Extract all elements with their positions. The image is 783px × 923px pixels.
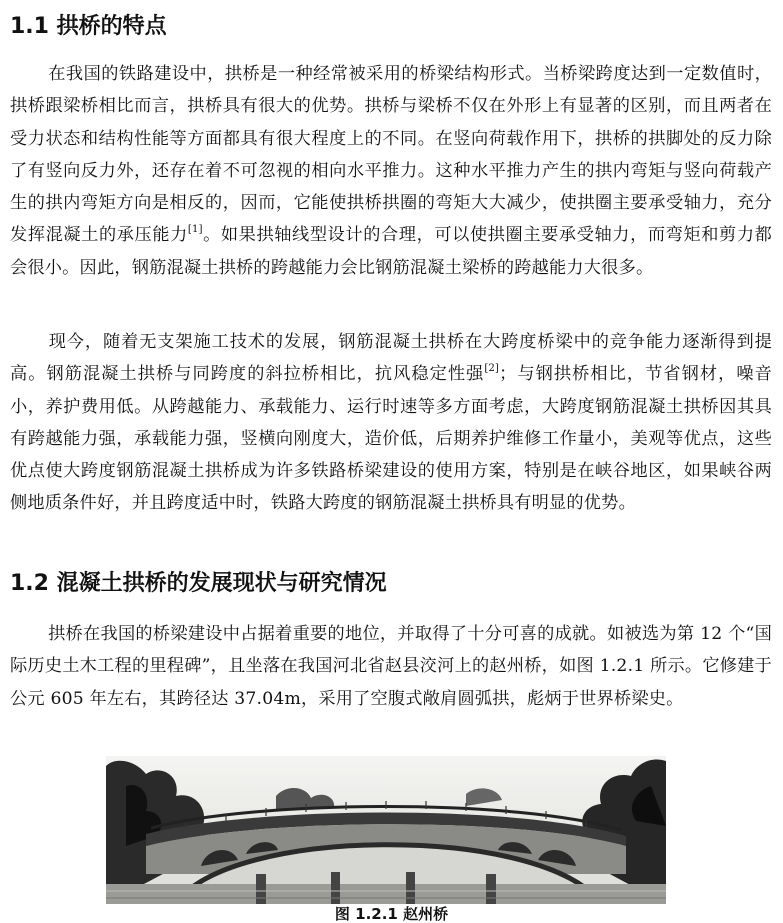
paragraph-arch-bridge-features (10, 58, 772, 284)
section-heading-1-1: 1.1 拱桥的特点 (10, 14, 167, 39)
bridge-photo-icon (106, 756, 666, 904)
section-heading-1-2: 1.2 混凝土拱桥的发展现状与研究情况 (10, 571, 387, 596)
paragraph-text: 拱桥在我国的桥梁建设中占据着重要的地位，并取得了十分可喜的成就。如被选为第 12 个“国际历史土木工程的里程碑”，且坐落在我国河北省赵县洨河上的赵州桥，如图 1.2.1 所示。它修建于公元 605 年左右，其跨径达 37.04m，采用了空腹式敞肩圆弧拱，彪炳于世界桥梁史。 (10, 624, 772, 709)
paragraph-text: 现今，随着无支架施工技术的发展，钢筋混凝土拱桥在大跨度桥梁中的竞争能力逐渐得到提高。钢筋混凝土拱桥与同跨度的斜拉桥相比，抗风稳定性强 (10, 332, 772, 385)
figure-caption: 图 1.2.1 赵州桥 (334, 905, 449, 923)
paragraph-text: 。如果拱轴线型设计的合理，可以使拱圈主要承受轴力，而弯矩和剪力都会很小。因此，钢筋混凝土拱桥的跨越能力会比钢筋混凝土梁桥的跨越能力大很多。 (10, 225, 772, 278)
zhaozhou-bridge-photo (106, 756, 666, 904)
paragraph-text: ；与钢拱桥相比，节省钢材，噪音小，养护费用低。从跨越能力、承载能力、运行时速等多方面考虑，大跨度钢筋混凝土拱桥因其具有跨越能力强，承载能力强，竖横向刚度大，造价低，后期养护维修工作量小，美观等优点，这些优点使大跨度钢筋混凝土拱桥成为许多铁路桥梁建设的使用方案，特别是在峡谷地区，如果峡谷两侧地质条件好，并且跨度适中时，铁路大跨度的钢筋混凝土拱桥具有明显的优势。 (10, 364, 772, 514)
citation-ref-2: [2] (484, 362, 500, 374)
citation-ref-1: [1] (187, 223, 203, 235)
paragraph-development (10, 326, 772, 520)
paragraph-zhaozhou-bridge (10, 618, 772, 715)
paragraph-text: 在我国的铁路建设中，拱桥是一种经常被采用的桥梁结构形式。当桥梁跨度达到一定数值时，拱桥跟梁桥相比而言，拱桥具有很大的优势。拱桥与梁桥不仅在外形上有显著的区别，而且两者在受力状态和结构性能等方面都具有很大程度上的不同。在竖向荷载作用下，拱桥的拱脚处的反力除了有竖向反力外，还存在着不可忽视的相向水平推力。这种水平推力产生的拱内弯矩与竖向荷载产生的拱内弯矩方向是相反的，因而，它能使拱桥拱圈的弯矩大大减少，使拱圈主要承受轴力，充分发挥混凝土的承压能力 (10, 64, 772, 246)
